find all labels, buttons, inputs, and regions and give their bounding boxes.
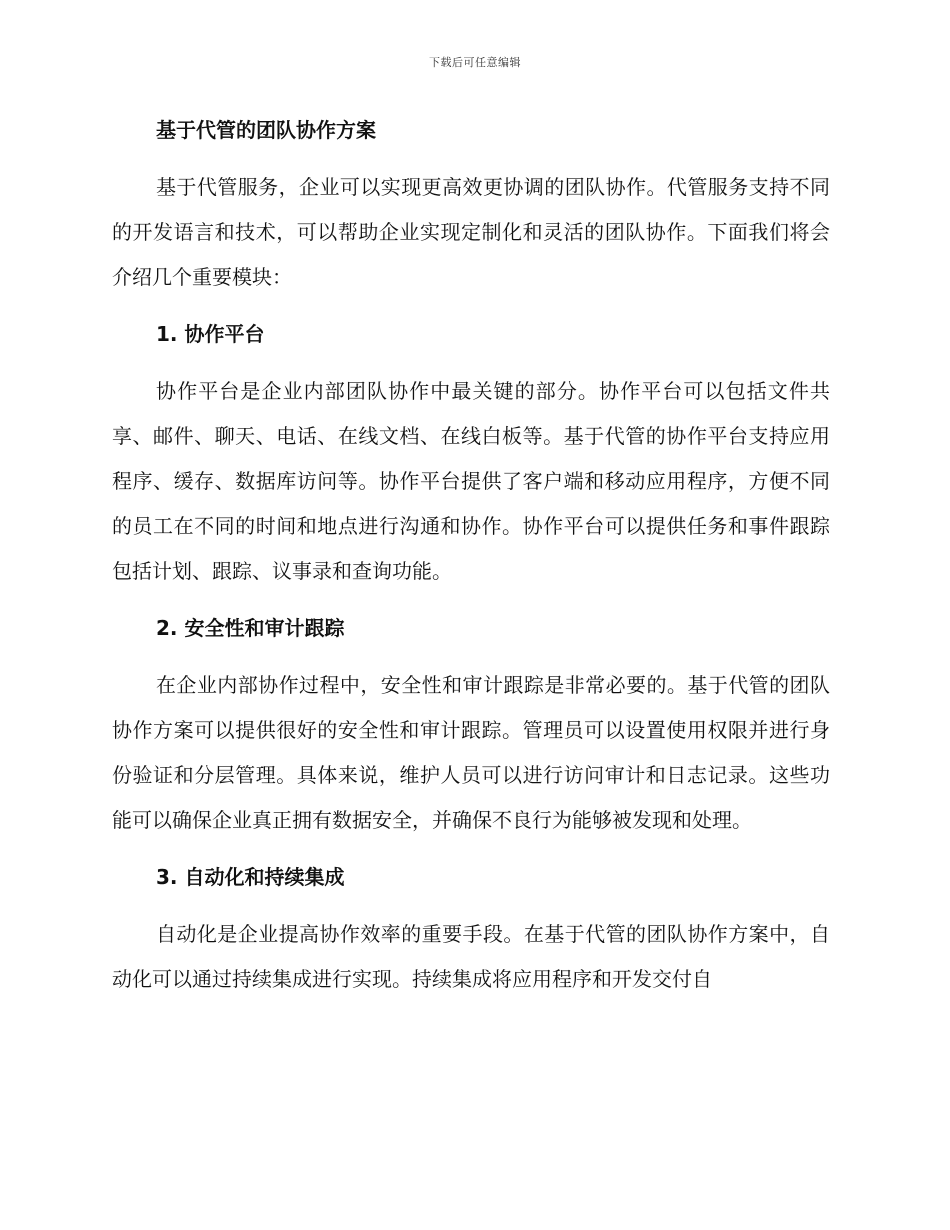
document-title: 基于代管的团队协作方案 [156,118,376,142]
document-body [112,108,830,1002]
section-body-automation-ci: 自动化是企业提高协作效率的重要手段。在基于代管的团队协作方案中，自动化可以通过持续集成进行实现。持续集成将应用程序和开发交付自 [112,922,830,991]
section-heading-automation-ci: 3. 自动化和持续集成 [156,865,345,889]
section-body-security-audit: 在企业内部协作过程中，安全性和审计跟踪是非常必要的。基于代管的团队协作方案可以提供很好的安全性和审计跟踪。管理员可以设置使用权限并进行身份验证和分层管理。具体来说，维护人员可以进行访问审计和日志记录。这些功能可以确保企业真正拥有数据安全，并确保不良行为能够被发现和处理。 [112,673,830,832]
section-heading-collaboration-platform: 1. 协作平台 [156,322,265,346]
section-body-collaboration-platform: 协作平台是企业内部团队协作中最关键的部分。协作平台可以包括文件共享、邮件、聊天、电话、在线文档、在线白板等。基于代管的协作平台支持应用程序、缓存、数据库访问等。协作平台提供了客户端和移动应用程序，方便不同的员工在不同的时间和地点进行沟通和协作。协作平台可以提供任务和事件跟踪包括计划、跟踪、议事录和查询功能。 [112,379,830,583]
section-heading-security-audit: 2. 安全性和审计跟踪 [156,616,345,640]
header-note: 下载后可任意编辑 [429,56,521,69]
intro-paragraph: 基于代管服务，企业可以实现更高效更协调的团队协作。代管服务支持不同的开发语言和技术，可以帮助企业实现定制化和灵活的团队协作。下面我们将会介绍几个重要模块： [112,175,830,289]
